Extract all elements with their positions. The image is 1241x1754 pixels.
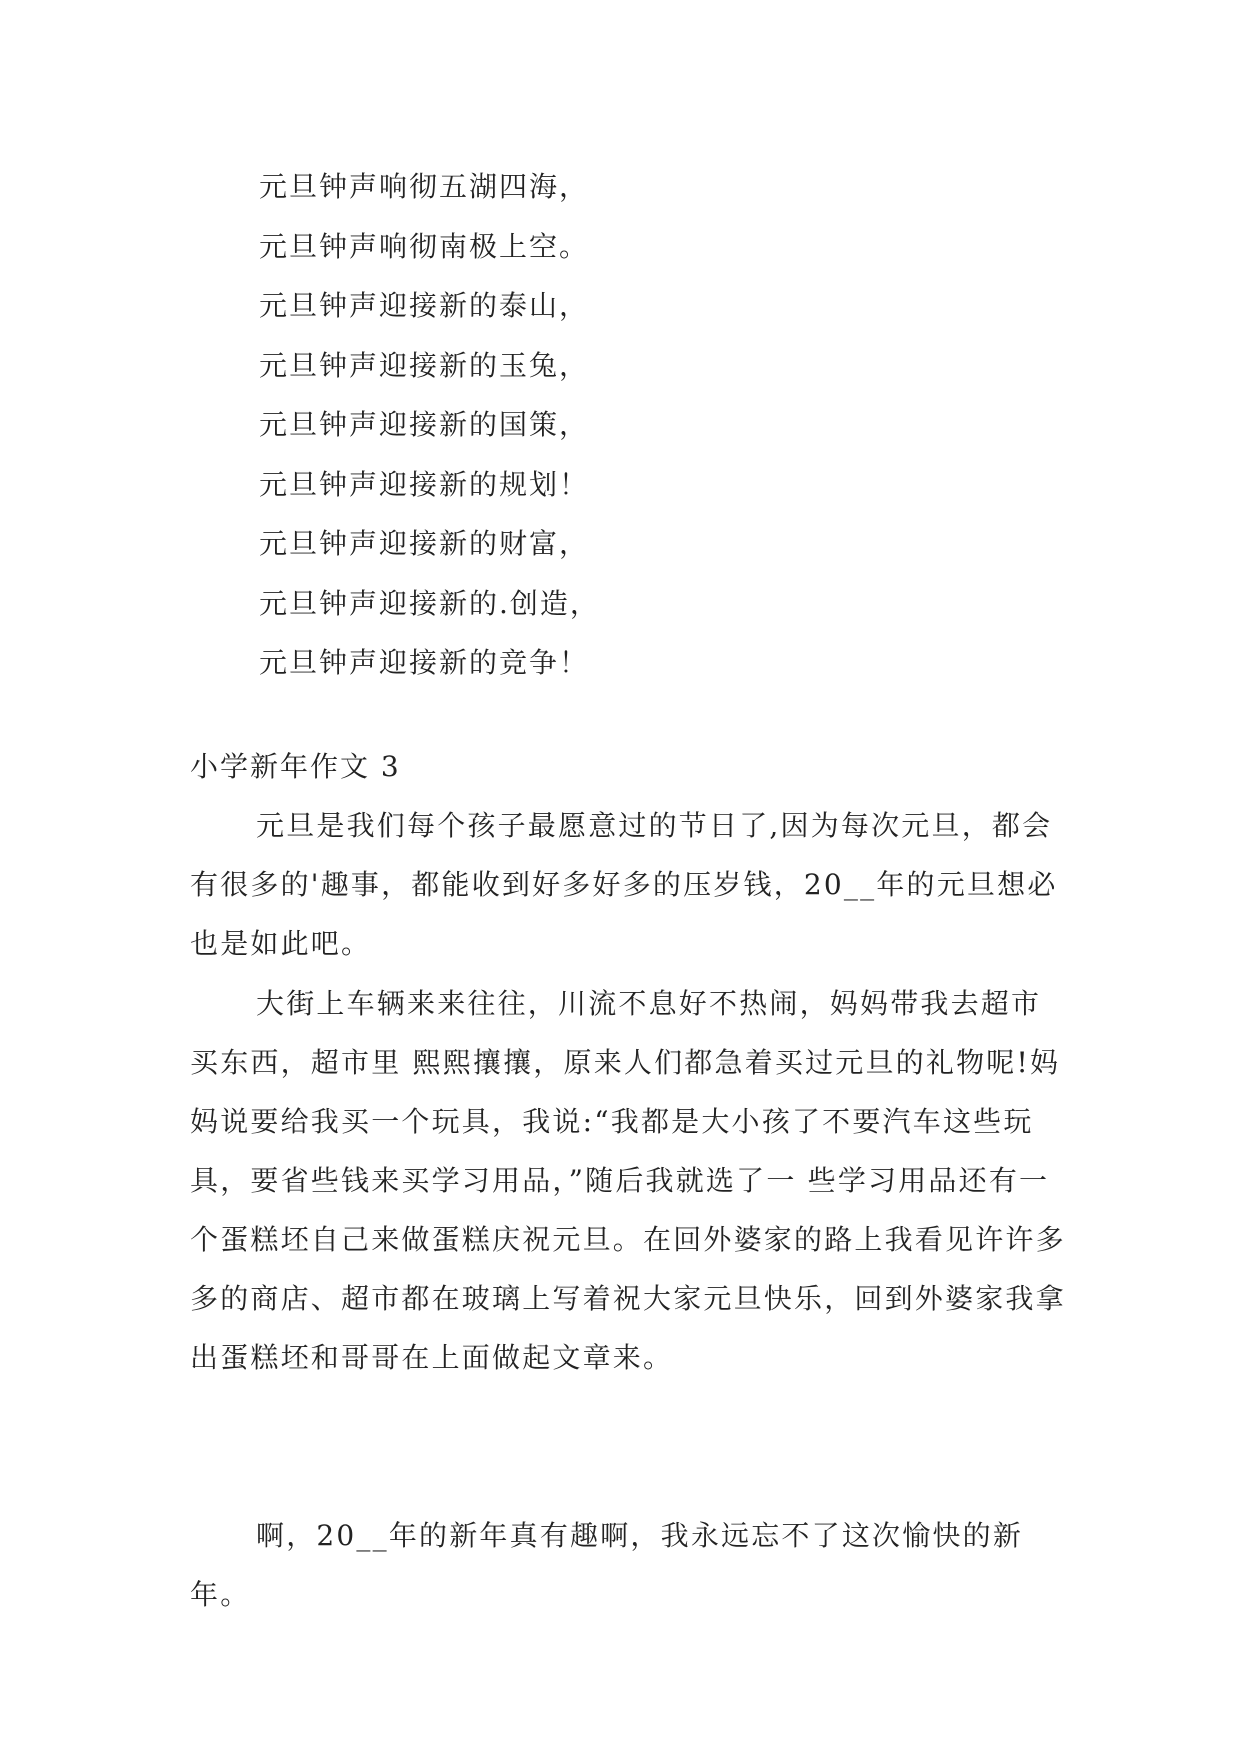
essay-paragraph: 元旦是我们每个孩子最愿意过的节日了,因为每次元旦，都会有很多的'趣事，都能收到好多好多的压岁钱，20__年的元旦想必也是如此吧。 (190, 809, 1058, 960)
essay-title: 小学新年作文 3 (190, 750, 401, 783)
poem-line: 元旦钟声迎接新的玉兔， (259, 348, 590, 382)
poem-line: 元旦钟声迎接新的规划！ (259, 467, 590, 501)
poem-line: 元旦钟声迎接新的.创造， (259, 586, 600, 620)
poem-line: 元旦钟声响彻五湖四海， (259, 170, 590, 203)
essay-paragraph: 啊，20__年的新年真有趣啊，我永远忘不了这次愉快的新年。 (190, 1519, 1024, 1611)
poem-line: 元旦钟声迎接新的泰山， (259, 289, 590, 322)
poem-line: 元旦钟声迎接新的财富， (259, 527, 590, 560)
essay-paragraph: 大街上车辆来来往往，川流不息好不热闹，妈妈带我去超市买东西，超市里 熙熙攘攘，原来人们都急着买过元旦的礼物呢!妈妈说要给我买一个玩具，我说:“我都是大小孩了不要汽车这些玩具，要省些钱来买学习用品，”随后我就选了一 些学习用品还有一个蛋糕坯自己来做蛋糕庆祝元旦。在回外婆家的路上我看见许许多多的商店、超市都在玻璃上写着祝大家元旦快乐，回到外婆家我拿出蛋糕坯和哥哥在上面做起文章来。 (190, 987, 1066, 1374)
poem-line: 元旦钟声响彻南极上空。 (259, 229, 590, 263)
poem-line: 元旦钟声迎接新的竞争！ (259, 646, 590, 679)
poem-line: 元旦钟声迎接新的国策， (259, 408, 590, 441)
poem (259, 157, 600, 693)
